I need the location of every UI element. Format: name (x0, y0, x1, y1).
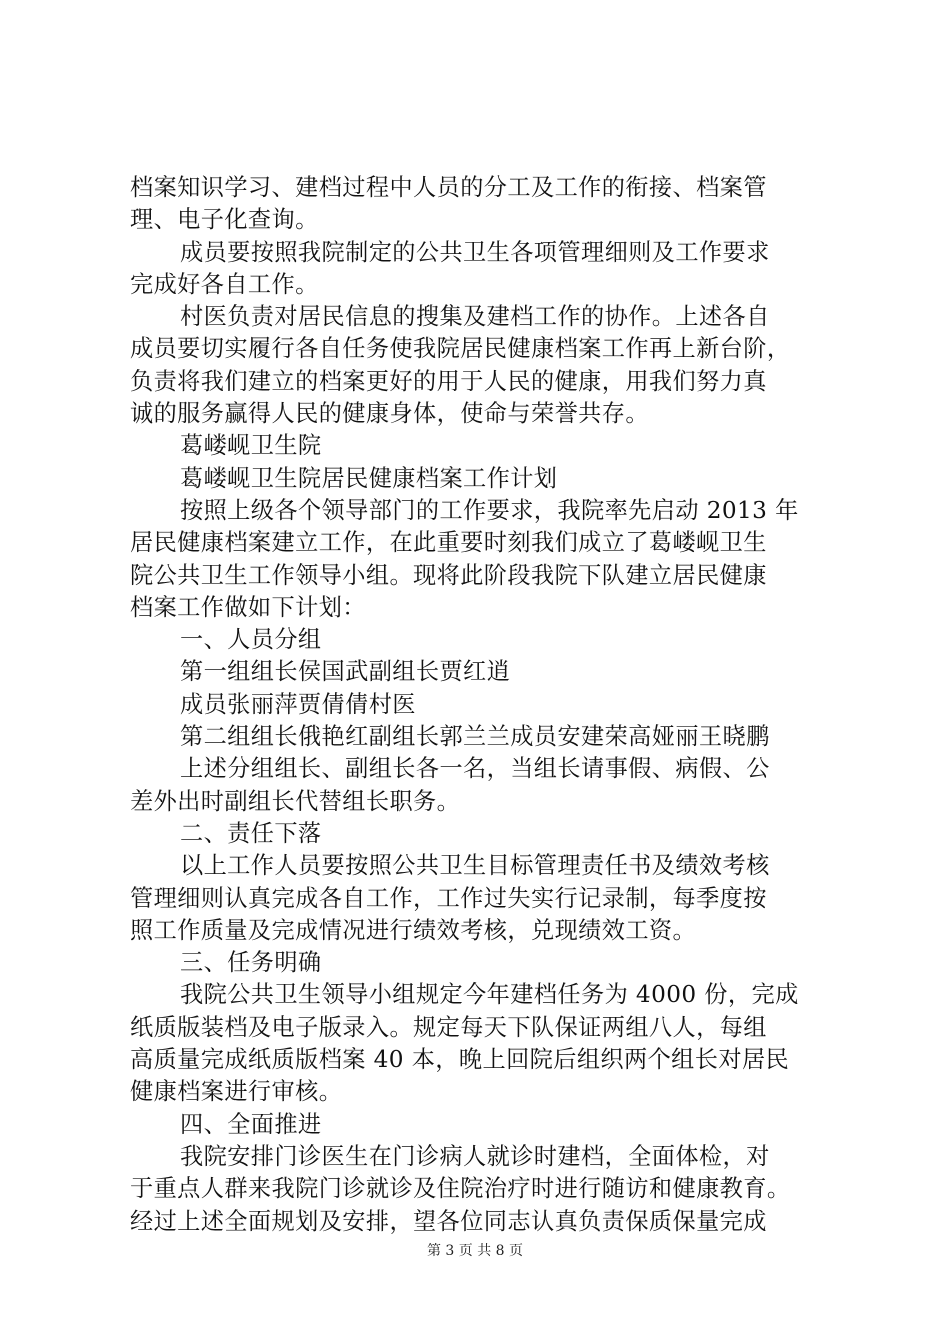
text-line: 我院安排门诊医生在门诊病人就诊时建档，全面体检，对 (180, 1142, 770, 1170)
text-line: 院公共卫生工作领导小组。现将此阶段我院下队建立居民健康 (130, 561, 767, 589)
text-line: 于重点人群来我院门诊就诊及住院治疗时进行随访和健康教育。 (130, 1175, 791, 1203)
text-line: 诚的服务赢得人民的健康身体，使命与荣誉共存。 (130, 400, 649, 428)
text-line: 居民健康档案建立工作，在此重要时刻我们成立了葛嵝岘卫生 (130, 529, 767, 557)
document-body (130, 172, 830, 1238)
text-line: 四、全面推进 (180, 1110, 322, 1138)
text-line: 管理细则认真完成各自工作，工作过失实行记录制，每季度按 (130, 884, 767, 912)
page-footer: 第 3 页 共 8 页 (426, 1243, 524, 1259)
text-line: 二、责任下落 (180, 819, 322, 847)
text-line: 差外出时副组长代替组长职务。 (130, 787, 461, 815)
text-line: 第二组组长俄艳红副组长郭兰兰成员安建荣高娅丽王晓鹏 (180, 723, 770, 751)
text-line: 一、人员分组 (180, 626, 322, 654)
text-line: 纸质版装档及电子版录入。规定每天下队保证两组八人，每组 (130, 1013, 767, 1041)
text-line: 葛嵝岘卫生院 (180, 432, 322, 460)
text-line: 成员要按照我院制定的公共卫生各项管理细则及工作要求 (180, 238, 770, 266)
text-line: 档案知识学习、建档过程中人员的分工及工作的衔接、档案管 (130, 174, 767, 201)
text-line: 照工作质量及完成情况进行绩效考核，兑现绩效工资。 (130, 916, 697, 944)
text-line: 三、任务明确 (180, 949, 322, 977)
text-line: 完成好各自工作。 (130, 270, 319, 298)
text-line: 按照上级各个领导部门的工作要求，我院率先启动 2013 年 (180, 496, 799, 524)
text-line: 健康档案进行审核。 (130, 1078, 343, 1106)
text-line: 档案工作做如下计划： (130, 593, 366, 621)
text-line: 第一组组长侯国武副组长贾红逍 (180, 658, 511, 686)
text-line: 负责将我们建立的档案更好的用于人民的健康，用我们努力真 (130, 367, 767, 395)
text-line: 理、电子化查询。 (130, 206, 319, 234)
text-line: 葛嵝岘卫生院居民健康档案工作计划 (180, 464, 558, 492)
text-line: 经过上述全面规划及安排，望各位同志认真负责保质保量完成 (130, 1207, 767, 1235)
text-line: 成员要切实履行各自任务使我院居民健康档案工作再上新台阶， (130, 335, 791, 363)
text-line: 成员张丽萍贾倩倩村医 (180, 690, 416, 718)
text-line: 以上工作人员要按照公共卫生目标管理责任书及绩效考核 (180, 852, 770, 880)
text-line: 高质量完成纸质版档案 40 本，晚上回院后组织两个组长对居民 (130, 1046, 790, 1074)
text-line: 村医负责对居民信息的搜集及建档工作的协作。上述各自 (180, 303, 770, 331)
text-line: 上述分组组长、副组长各一名，当组长请事假、病假、公 (180, 755, 770, 783)
text-line: 我院公共卫生领导小组规定今年建档任务为 4000 份，完成 (180, 981, 799, 1009)
